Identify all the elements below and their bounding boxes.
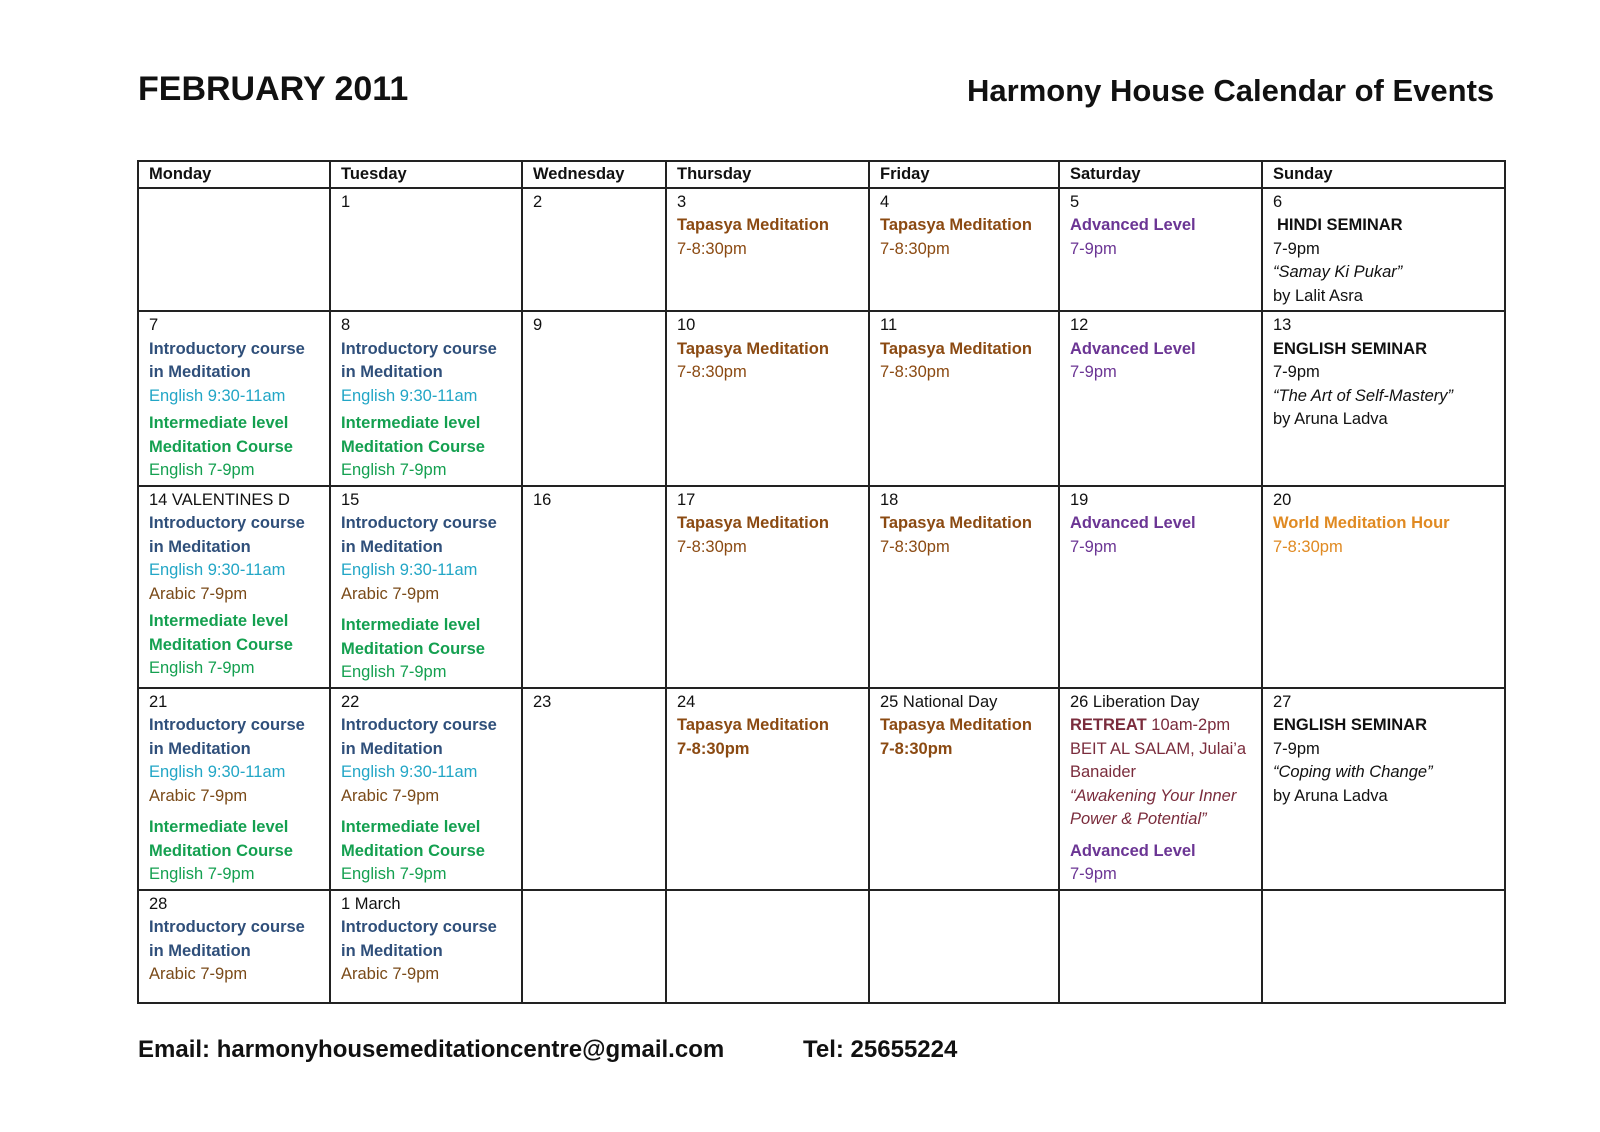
day-number: 26 Liberation Day [1070, 692, 1200, 711]
day-cell-6 [1262, 188, 1505, 312]
day-cell-3 [666, 188, 869, 312]
day-number: 2 [533, 192, 543, 211]
event-intro-course: Introductory course [341, 339, 497, 358]
event-tapasya: Tapasya Meditation [677, 339, 829, 358]
event-time: 7-8:30pm [677, 537, 747, 556]
event-intermediate: Meditation Course [149, 635, 293, 654]
day-cell-empty [666, 890, 869, 1003]
event-time: English 9:30-11am [341, 763, 478, 781]
event-intermediate: Intermediate level [149, 414, 289, 432]
event-intermediate: Intermediate level [341, 616, 481, 634]
event-tapasya: Tapasya Meditation [880, 339, 1032, 358]
day-cell-empty [1262, 890, 1505, 1003]
day-number: 28 [149, 894, 168, 913]
event-time: English 7-9pm [149, 659, 255, 677]
event-time: English 9:30-11am [341, 561, 478, 579]
day-cell-10 [666, 311, 869, 486]
day-number: 18 [880, 490, 899, 509]
day-number: 13 [1273, 316, 1292, 334]
day-number: 17 [677, 490, 696, 509]
event-intro-course: Introductory course [149, 514, 305, 532]
event-time: 7-8:30pm [880, 537, 950, 556]
day-number: 6 [1273, 192, 1283, 211]
header-thursday: Thursday [666, 161, 869, 188]
day-number: 8 [341, 316, 351, 334]
event-time: English 9:30-11am [149, 561, 286, 579]
day-number: 11 [880, 316, 898, 334]
day-number: 19 [1070, 490, 1089, 509]
event-time: Arabic 7-9pm [341, 786, 440, 805]
day-cell-9 [522, 311, 666, 486]
event-english-seminar: ENGLISH SEMINAR [1273, 339, 1428, 358]
page-title: Harmony House Calendar of Events [967, 73, 1495, 108]
day-number: 4 [880, 192, 890, 211]
day-cell-24 [666, 688, 869, 890]
week-row-2 [138, 311, 1505, 486]
footer-telephone: Tel: 25655224 [803, 1036, 958, 1063]
event-tapasya: Tapasya Meditation [677, 216, 829, 234]
event-intermediate: Intermediate level [341, 414, 481, 432]
event-intro-course: in Meditation [341, 363, 443, 381]
event-world-meditation: World Meditation Hour [1273, 514, 1450, 532]
day-cell-15 [330, 486, 522, 688]
event-intermediate: Meditation Course [341, 639, 485, 658]
event-advanced: Advanced Level [1070, 216, 1196, 234]
retreat-label: RETREAT [1070, 716, 1147, 734]
day-number: 7 [149, 316, 159, 334]
day-number: 15 [341, 490, 360, 509]
day-number: 25 National Day [880, 692, 998, 711]
day-cell-march-1 [330, 890, 522, 1003]
header-saturday: Saturday [1059, 161, 1262, 188]
event-intro-course: in Meditation [341, 739, 443, 758]
day-cell-empty [1059, 890, 1262, 1003]
event-intro-course: in Meditation [341, 941, 443, 960]
event-tapasya: Tapasya Meditation [880, 216, 1032, 234]
day-cell-25 [869, 688, 1059, 890]
event-advanced: Advanced Level [1070, 841, 1196, 860]
event-speaker: by Aruna Ladva [1273, 410, 1388, 428]
retreat-time: 10am-2pm [1146, 716, 1231, 734]
event-intermediate: Meditation Course [341, 437, 485, 456]
day-cell-18 [869, 486, 1059, 688]
event-retreat [1070, 714, 1251, 738]
event-intermediate: Intermediate level [149, 612, 289, 630]
day-cell-13 [1262, 311, 1505, 486]
event-time: 7-9pm [1070, 363, 1117, 381]
day-number: 21 [149, 692, 168, 711]
event-time: 7-9pm [1070, 537, 1117, 556]
event-intro-course: in Meditation [341, 537, 443, 556]
event-time: English 7-9pm [149, 865, 255, 883]
day-cell-20 [1262, 486, 1505, 688]
day-number: 23 [533, 692, 552, 711]
page-month-title: FEBRUARY 2011 [138, 70, 409, 108]
event-time: English 7-9pm [341, 865, 447, 883]
event-time: Arabic 7-9pm [341, 584, 440, 603]
header-friday: Friday [869, 161, 1059, 188]
event-topic: “Samay Ki Pukar” [1273, 263, 1403, 281]
event-time: 7-9pm [1070, 239, 1117, 258]
day-number: 22 [341, 692, 360, 711]
event-intro-course: in Meditation [149, 363, 251, 381]
event-tapasya: Tapasya Meditation [880, 716, 1032, 734]
event-time: 7-8:30pm [1273, 537, 1343, 556]
day-number: 12 [1070, 316, 1089, 334]
event-tapasya: Tapasya Meditation [880, 514, 1032, 532]
day-cell-17 [666, 486, 869, 688]
event-intro-course: Introductory course [341, 716, 497, 734]
week-row-1 [138, 188, 1505, 312]
event-intro-course: Introductory course [149, 716, 305, 734]
event-time: English 7-9pm [149, 461, 255, 479]
event-time: 7-8:30pm [880, 363, 950, 381]
header-sunday: Sunday [1262, 161, 1505, 188]
event-tapasya: Tapasya Meditation [677, 514, 829, 532]
day-cell-21 [138, 688, 330, 890]
event-tapasya: Tapasya Meditation [677, 716, 829, 734]
day-cell-16 [522, 486, 666, 688]
week-row-4 [138, 688, 1505, 890]
event-location: BEIT AL SALAM, Julai’a Banaider [1070, 739, 1247, 781]
day-number: 27 [1273, 692, 1292, 711]
event-advanced: Advanced Level [1070, 514, 1196, 532]
event-hindi-seminar: HINDI SEMINAR [1277, 216, 1403, 234]
event-advanced: Advanced Level [1070, 339, 1196, 358]
day-number: 16 [533, 490, 552, 509]
event-speaker: by Aruna Ladva [1273, 786, 1388, 805]
header-monday: Monday [138, 161, 330, 188]
day-number: 20 [1273, 490, 1292, 509]
event-speaker: by Lalit Asra [1273, 286, 1363, 305]
event-time: 7-8:30pm [677, 363, 747, 381]
footer-email: Email: harmonyhousemeditationcentre@gmail.com [138, 1036, 725, 1063]
event-time: English 9:30-11am [341, 386, 478, 405]
event-time: Arabic 7-9pm [149, 786, 248, 805]
event-time: 7-9pm [1273, 739, 1320, 758]
event-intermediate: Intermediate level [149, 818, 289, 836]
event-intro-course: Introductory course [149, 339, 305, 358]
day-cell-2 [522, 188, 666, 312]
event-time: 7-8:30pm [677, 239, 747, 258]
day-number: 14 VALENTINES D [149, 490, 290, 509]
calendar-table [137, 160, 1506, 1004]
day-cell-7 [138, 311, 330, 486]
day-cell-14 [138, 486, 330, 688]
day-cell-26 [1059, 688, 1262, 890]
event-intro-course: Introductory course [341, 514, 497, 532]
event-time: 7-9pm [1273, 363, 1320, 381]
day-number: 9 [533, 316, 543, 334]
event-time: 7-9pm [1273, 239, 1320, 258]
event-time: Arabic 7-9pm [149, 965, 248, 983]
event-intermediate: Meditation Course [149, 437, 293, 456]
event-intermediate: Meditation Course [149, 841, 293, 860]
event-time: English 9:30-11am [149, 763, 286, 781]
day-cell-28 [138, 890, 330, 1003]
day-number: 1 [341, 192, 351, 211]
day-cell-empty [138, 188, 330, 312]
event-time: 7-8:30pm [677, 739, 750, 758]
event-intro-course: in Meditation [149, 537, 251, 556]
day-number: 5 [1070, 192, 1080, 211]
day-cell-19 [1059, 486, 1262, 688]
day-number: 24 [677, 692, 696, 711]
day-cell-8 [330, 311, 522, 486]
day-cell-empty [869, 890, 1059, 1003]
event-time: English 7-9pm [341, 461, 447, 479]
event-time: Arabic 7-9pm [149, 584, 248, 603]
day-number: 1 March [341, 894, 401, 913]
day-cell-27 [1262, 688, 1505, 890]
event-time: Arabic 7-9pm [341, 965, 440, 983]
event-time: 7-8:30pm [880, 239, 950, 258]
day-cell-5 [1059, 188, 1262, 312]
event-intro-course: in Meditation [149, 739, 251, 758]
event-intermediate: Meditation Course [341, 841, 485, 860]
event-intro-course: Introductory course [149, 918, 305, 936]
event-topic: “The Art of Self-Mastery” [1273, 386, 1454, 405]
event-intro-course: Introductory course [341, 918, 497, 936]
event-time: English 7-9pm [341, 663, 447, 681]
day-cell-11 [869, 311, 1059, 486]
day-cell-empty [522, 890, 666, 1003]
event-english-seminar: ENGLISH SEMINAR [1273, 716, 1428, 734]
day-number: 3 [677, 192, 687, 211]
event-time: 7-9pm [1070, 865, 1117, 883]
event-time: English 9:30-11am [149, 386, 286, 405]
day-cell-12 [1059, 311, 1262, 486]
day-cell-23 [522, 688, 666, 890]
day-cell-1 [330, 188, 522, 312]
header-tuesday: Tuesday [330, 161, 522, 188]
week-row-3 [138, 486, 1505, 688]
weekday-header-row [138, 161, 1505, 188]
day-number: 10 [677, 316, 696, 334]
header-wednesday: Wednesday [522, 161, 666, 188]
event-topic: “Coping with Change” [1273, 763, 1433, 781]
day-cell-22 [330, 688, 522, 890]
event-intro-course: in Meditation [149, 941, 251, 960]
event-topic: “Awakening Your Inner Power & Potential” [1070, 786, 1237, 828]
event-intermediate: Intermediate level [341, 818, 481, 836]
week-row-5 [138, 890, 1505, 1003]
event-time: 7-8:30pm [880, 739, 953, 758]
day-cell-4 [869, 188, 1059, 312]
